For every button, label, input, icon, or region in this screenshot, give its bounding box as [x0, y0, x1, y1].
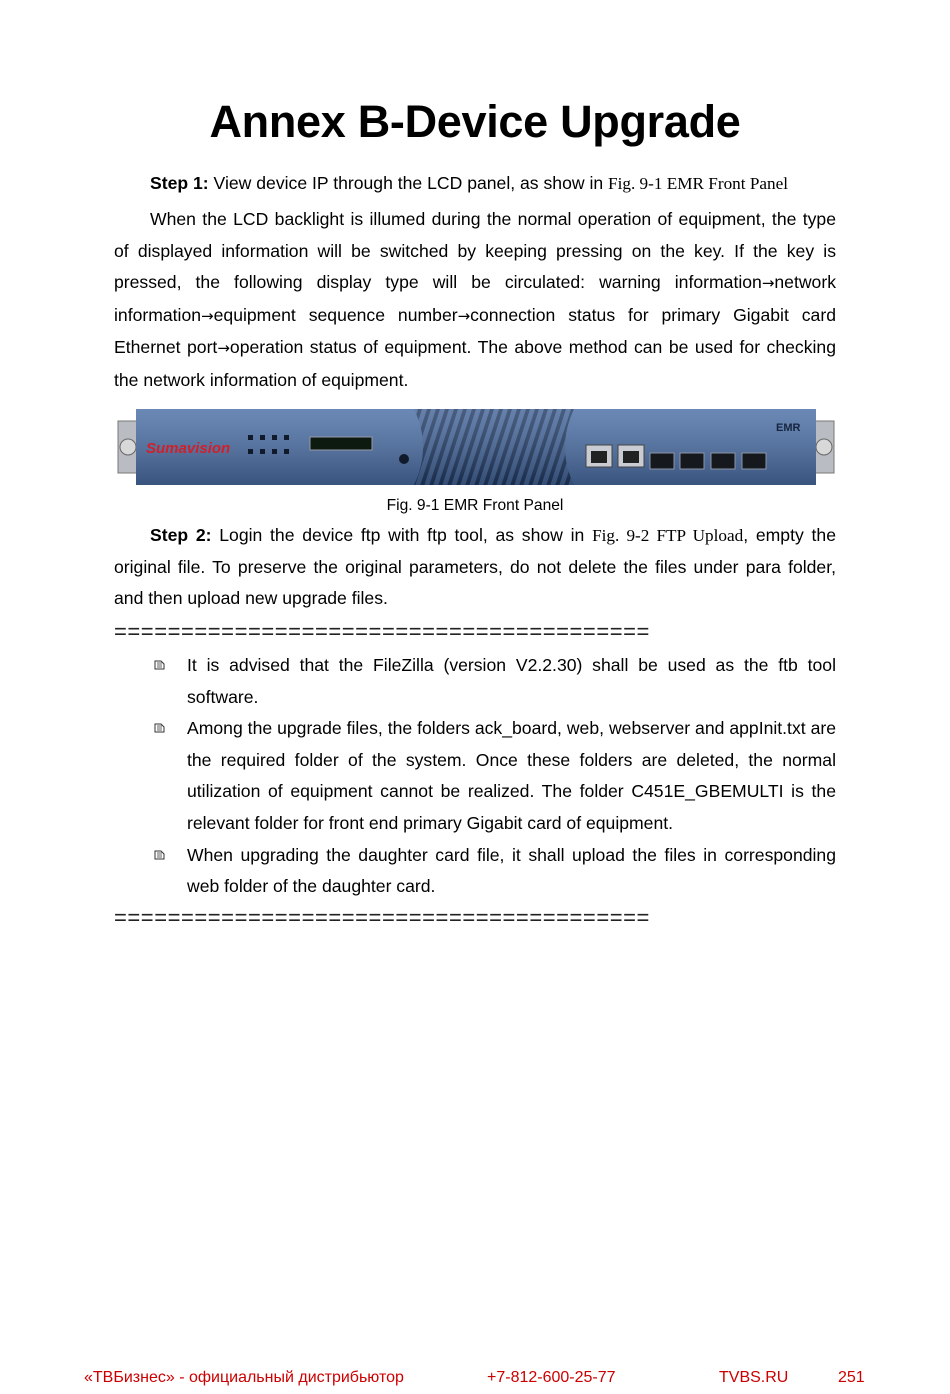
model-label: EMR — [776, 422, 801, 434]
note-text: Among the upgrade files, the folders ack_board, web, webserver and appInit.txt are the required folder of the system. Once these folders are deleted, the normal utilization of equipment cannot be realized. The folder C451E_GBEMULTI is the relevant folder for front end primary Gigabit card of equipment. — [187, 718, 836, 833]
text-segment: connection status for primary Gigabit card Ethernet port — [114, 304, 836, 358]
note-icon — [154, 849, 165, 860]
arrow-icon: → — [761, 274, 775, 293]
thumb-screw-left — [120, 439, 136, 455]
step1-text: View device IP through the LCD panel, as show in — [208, 173, 609, 193]
page-title: Annex B-Device Upgrade — [209, 96, 741, 147]
step2-label: Step 2: — [150, 525, 212, 545]
separator-line-bottom: ======================================== — [114, 906, 650, 930]
page-footer — [0, 1369, 950, 1391]
emr-front-panel-image — [114, 403, 838, 491]
separator-line-top: ======================================== — [114, 620, 650, 644]
note-text: It is advised that the FileZilla (version V2.2.30) shall be used as the ftb tool software. — [187, 655, 836, 707]
list-item — [150, 840, 836, 903]
thumb-screw-right — [816, 439, 832, 455]
brand-logo: Sumavision — [146, 440, 231, 457]
text-segment: When the LCD backlight is illumed during the normal operation of equipment, the type of displayed information will be switched by keeping pressing on the key. If the key is pressed, the following display type will be circulated: warning information — [114, 209, 836, 293]
text-segment: operation status of equipment. The above method can be used for checking the network information of equipment. — [114, 337, 836, 390]
step1-paragraph — [114, 168, 836, 200]
figure-caption: Fig. 9-1 EMR Front Panel — [386, 497, 564, 514]
arrow-icon: → — [201, 306, 214, 325]
list-item — [150, 713, 836, 839]
footer-site: TVBS.RU — [719, 1369, 789, 1386]
step1-label: Step 1: — [150, 173, 209, 193]
note-text: When upgrading the daughter card file, it shall upload the files in corresponding web folder of the daughter card. — [187, 844, 836, 897]
step2-paragraph — [114, 520, 836, 615]
footer-phone: +7-812-600-25-77 — [487, 1369, 616, 1386]
lcd-screen — [310, 437, 372, 450]
lcd-description-paragraph — [114, 204, 836, 397]
footer-distributor: «ТВБизнес» - официальный дистрибьютор — [84, 1369, 404, 1386]
text-segment: equipment sequence number — [213, 304, 458, 325]
arrow-icon: → — [217, 339, 230, 358]
note-icon — [154, 659, 165, 670]
figure-reference-link: Fig. 9-1 EMR Front Panel — [608, 174, 789, 193]
page-number: 251 — [838, 1369, 865, 1386]
step2-text: , empty the original file. To preserve the original parameters, do not delete the files under para folder, and then upload new upgrade files. — [114, 525, 836, 609]
arrow-icon: → — [457, 306, 471, 325]
figure-reference-link: Fig. 9-2 FTP Upload — [592, 526, 744, 545]
lcd-key-button — [399, 454, 409, 464]
note-icon — [154, 722, 165, 733]
text-segment: network information — [114, 272, 836, 325]
step2-text: Login the device ftp with ftp tool, as show in — [211, 525, 593, 545]
list-item — [150, 650, 836, 713]
notes-list — [150, 650, 836, 903]
